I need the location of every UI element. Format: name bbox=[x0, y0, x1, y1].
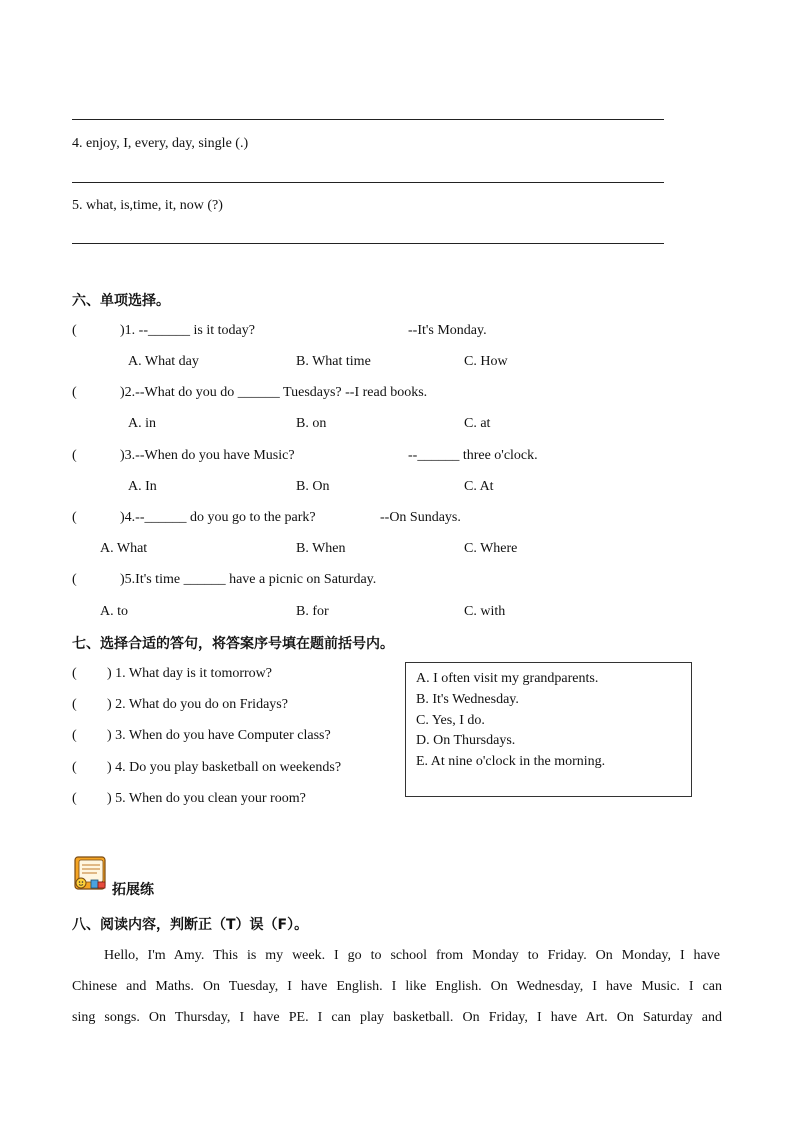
answer-line bbox=[72, 243, 664, 244]
answer-paren: ( bbox=[72, 448, 77, 463]
answer-choice-c: C. Yes, I do. bbox=[416, 713, 485, 728]
option-c: C. at bbox=[464, 416, 491, 431]
answer-line bbox=[72, 182, 664, 183]
match-question-2: ) 2. What do you do on Fridays? bbox=[107, 697, 288, 712]
answer-paren: ( bbox=[72, 572, 77, 587]
option-c: C. with bbox=[464, 604, 506, 619]
answer-paren: ( bbox=[72, 510, 77, 525]
option-a: A. in bbox=[128, 416, 156, 431]
notebook-icon bbox=[73, 855, 109, 891]
answer-choice-d: D. On Thursdays. bbox=[416, 733, 516, 748]
section-6-heading: 六、单项选择。 bbox=[72, 293, 170, 309]
answer-line bbox=[72, 119, 664, 120]
answer-choice-e: E. At nine o'clock in the morning. bbox=[416, 754, 606, 769]
answer-paren: ( bbox=[72, 323, 77, 338]
option-b: B. When bbox=[296, 541, 346, 556]
section-7-heading: 七、选择合适的答句，将答案序号填在题前括号内。 bbox=[72, 636, 394, 652]
option-b: B. on bbox=[296, 416, 327, 431]
match-question-1: ) 1. What day is it tomorrow? bbox=[107, 666, 272, 681]
option-c: C. At bbox=[464, 479, 494, 494]
answer-choice-b: B. It's Wednesday. bbox=[416, 692, 519, 707]
option-c: C. How bbox=[464, 354, 508, 369]
answer-paren: ( bbox=[72, 666, 77, 681]
mc-reply-1: --It's Monday. bbox=[408, 323, 487, 338]
answer-choice-a: A. I often visit my grandparents. bbox=[416, 671, 599, 686]
mc-question-2: )2.--What do you do ______ Tuesdays? --I read books. bbox=[120, 385, 428, 400]
mc-reply-3: --______ three o'clock. bbox=[408, 448, 538, 463]
reading-passage-line: Chinese and Maths. On Tuesday, I have English. I like English. On Wednesday, I have Music. I can bbox=[72, 979, 722, 994]
option-a: A. What day bbox=[128, 354, 199, 369]
match-question-3: ) 3. When do you have Computer class? bbox=[107, 728, 331, 743]
mc-question-1: )1. --______ is it today? bbox=[120, 323, 255, 338]
option-b: B. for bbox=[296, 604, 329, 619]
mc-question-3: )3.--When do you have Music? bbox=[120, 448, 295, 463]
option-c: C. Where bbox=[464, 541, 518, 556]
option-a: A. What bbox=[100, 541, 148, 556]
mc-question-4: )4.--______ do you go to the park? bbox=[120, 510, 316, 525]
match-question-4: ) 4. Do you play basketball on weekends? bbox=[107, 760, 342, 775]
reading-passage-line: Hello, I'm Amy. This is my week. I go to school from Monday to Friday. On Monday, I have bbox=[104, 948, 720, 963]
option-a: A. In bbox=[128, 479, 157, 494]
answer-paren: ( bbox=[72, 728, 77, 743]
option-b: B. What time bbox=[296, 354, 371, 369]
match-question-5: ) 5. When do you clean your room? bbox=[107, 791, 306, 806]
answer-paren: ( bbox=[72, 385, 77, 400]
answer-paren: ( bbox=[72, 760, 77, 775]
extension-practice-label: 拓展练 bbox=[112, 882, 154, 898]
mc-reply-4: --On Sundays. bbox=[380, 510, 461, 525]
option-a: A. to bbox=[100, 604, 128, 619]
question-4: 4. enjoy, I, every, day, single (.) bbox=[72, 136, 249, 151]
answer-paren: ( bbox=[72, 697, 77, 712]
section-8-heading: 八、阅读内容，判断正（T）误（F）。 bbox=[72, 917, 309, 933]
reading-passage-line: sing songs. On Thursday, I have PE. I can play basketball. On Friday, I have Art. On Saturday and bbox=[72, 1010, 722, 1025]
answer-choices-box bbox=[405, 662, 692, 797]
mc-question-5: )5.It's time ______ have a picnic on Saturday. bbox=[120, 572, 377, 587]
answer-paren: ( bbox=[72, 791, 77, 806]
question-5: 5. what, is,time, it, now (?) bbox=[72, 198, 223, 213]
option-b: B. On bbox=[296, 479, 330, 494]
